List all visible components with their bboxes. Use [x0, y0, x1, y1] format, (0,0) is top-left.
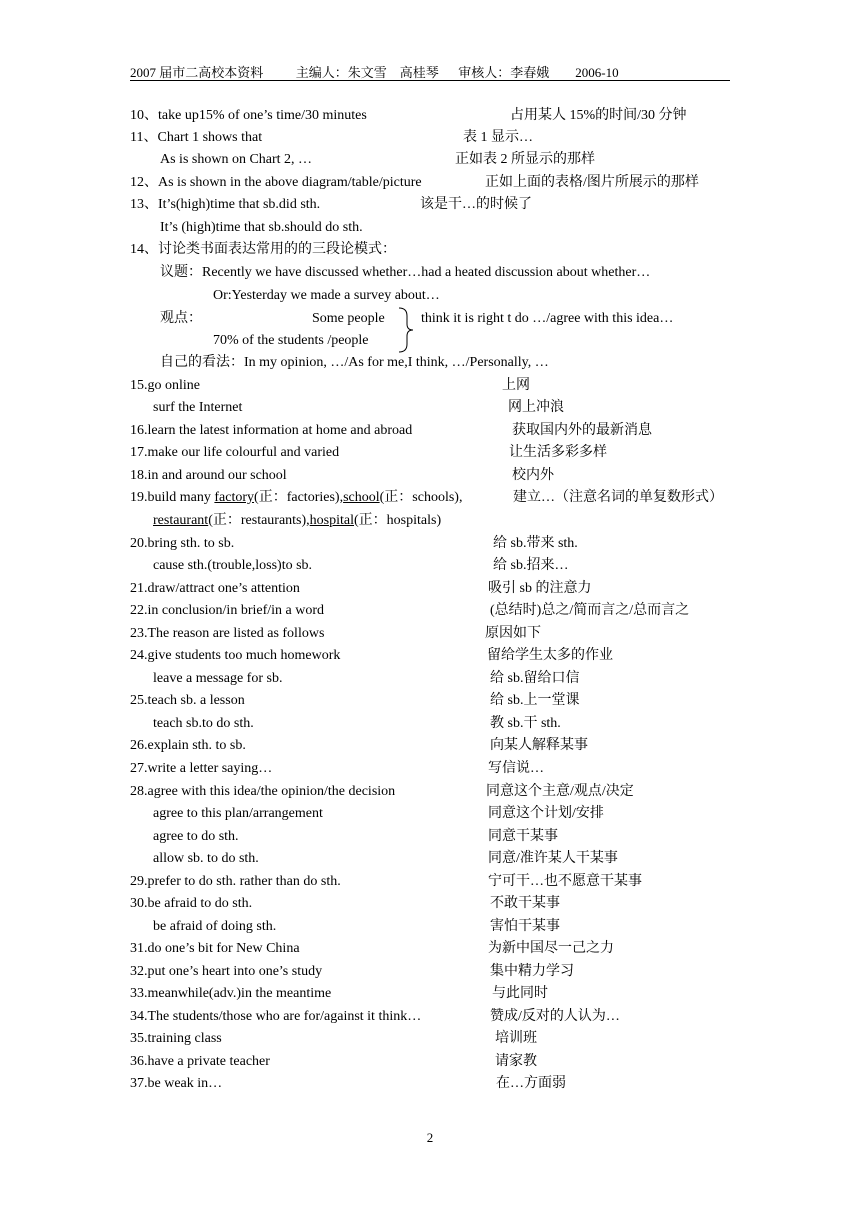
phrase-en [153, 510, 441, 532]
phrase-cn: 该是干…的时候了 [420, 197, 532, 212]
phrase-en: 26.explain sth. to sb. [130, 738, 246, 753]
phrase-cn: 给 sb.招来… [493, 558, 569, 573]
phrase-en: 议题：Recently we have discussed whether…had a heated discussion about whether… [160, 265, 651, 280]
phrase-cn: 获取国内外的最新消息 [512, 423, 652, 438]
underlined-word: hospital [309, 513, 355, 528]
list-item [160, 149, 730, 171]
predicate-text: think it is right t do …/agree with this idea… [421, 311, 674, 326]
phrase-en: 13、It’s(high)time that sb.did sth. [130, 197, 321, 212]
text: (正：factories), [254, 490, 344, 505]
phrase-en: 24.give students too much homework [130, 648, 341, 663]
phrase-en: 31.do one’s bit for New China [130, 941, 300, 956]
list-item [130, 893, 730, 915]
phrase-en: 32.put one’s heart into one’s study [130, 964, 323, 979]
list-item [130, 1073, 730, 1095]
phrase-en: 25.teach sb. a lesson [130, 693, 245, 708]
list-item [130, 645, 730, 667]
header-rule [130, 80, 730, 81]
phrase-cn: 不敢干某事 [490, 896, 560, 911]
phrase-en: agree to this plan/arrangement [153, 806, 323, 821]
phrase-en: 35.training class [130, 1031, 222, 1046]
phrase-cn: 正如上面的表格/图片所展示的那样 [485, 175, 699, 190]
list-item [153, 668, 730, 690]
phrase-cn: 写信说… [488, 761, 544, 776]
phrase-cn: 害怕干某事 [490, 919, 560, 934]
list-item [160, 217, 730, 239]
phrase-cn: 表 1 显示… [463, 130, 533, 145]
phrase-en: 33.meanwhile(adv.)in the meantime [130, 986, 332, 1001]
phrase-en: leave a message for sb. [153, 671, 283, 686]
phrase-cn: 同意这个主意/观点/决定 [486, 784, 634, 799]
phrase-en: agree to do sth. [153, 829, 239, 844]
list-item [153, 713, 730, 735]
phrase-en: 23.The reason are listed as follows [130, 626, 325, 641]
list-item [130, 781, 730, 803]
phrase-cn: 同意干某事 [488, 829, 558, 844]
list-item [130, 938, 730, 960]
phrase-en: 37.be weak in… [130, 1076, 223, 1091]
list-item [153, 916, 730, 938]
phrase-cn: (总结时)总之/简而言之/总而言之 [490, 603, 690, 618]
phrase-cn: 吸引 sb 的注意力 [488, 581, 592, 596]
list-item [130, 465, 730, 487]
phrase-cn: 为新中国尽一己之力 [488, 941, 614, 956]
underlined-word: restaurant [153, 513, 209, 528]
phrase-en: 11、Chart 1 shows that [130, 130, 263, 145]
list-item [153, 826, 730, 848]
list-item [130, 735, 730, 757]
phrase-en: Or:Yesterday we made a survey about… [213, 288, 440, 303]
list-item [153, 510, 730, 532]
phrase-en: 28.agree with this idea/the opinion/the decision [130, 784, 396, 799]
phrase-cn: 给 sb.带来 sth. [493, 536, 578, 551]
phrase-cn: 给 sb.上一堂课 [490, 693, 580, 708]
list-item [130, 1051, 730, 1073]
list-item [153, 555, 730, 577]
phrase-en: 10、take up15% of one’s time/30 minutes [130, 108, 367, 123]
phrase-en: It’s (high)time that sb.should do sth. [160, 220, 363, 235]
phrase-en: 观点： [160, 311, 202, 326]
phrase-cn: 同意/准许某人干某事 [488, 851, 618, 866]
page-number: 2 [426, 1130, 434, 1145]
text: (正：hospitals) [354, 513, 442, 528]
list-item [130, 961, 730, 983]
phrase-cn: 建立…（注意名词的单复数形式） [513, 490, 723, 505]
list-item [130, 871, 730, 893]
phrase-cn: 向某人解释某事 [490, 738, 588, 753]
phrase-en: 21.draw/attract one’s attention [130, 581, 300, 596]
list-item [130, 983, 730, 1005]
list-item [130, 690, 730, 712]
phrase-cn: 请家教 [495, 1054, 537, 1069]
phrase-en: 27.write a letter saying… [130, 761, 273, 776]
phrase-cn: 给 sb.留给口信 [490, 671, 580, 686]
list-item [130, 172, 730, 194]
list-item [130, 239, 730, 261]
phrase-en: 30.be afraid to do sth. [130, 896, 253, 911]
phrase-cn: 与此同时 [492, 986, 548, 1001]
phrase-en: cause sth.(trouble,loss)to sb. [153, 558, 313, 573]
phrase-en: 36.have a private teacher [130, 1054, 270, 1069]
list-item [130, 1006, 730, 1028]
phrase-en [130, 487, 462, 509]
phrase-en: allow sb. to do sth. [153, 851, 259, 866]
subject-text: Some people [312, 311, 385, 326]
running-header: 2007 届市二高校本资料 主编人：朱文雪 高桂琴 审核人：李春娥 2006-10 [130, 65, 619, 80]
phrase-en: 14、讨论类书面表达常用的的三段论模式： [130, 242, 396, 257]
phrase-cn: 在…方面弱 [496, 1076, 566, 1091]
list-item [130, 127, 730, 149]
phrase-cn: 网上冲浪 [508, 400, 564, 415]
phrase-en: 15.go online [130, 378, 200, 393]
phrase-cn: 留给学生太多的作业 [487, 648, 613, 663]
phrase-en: surf the Internet [153, 400, 243, 415]
underlined-word: factory [214, 490, 255, 505]
list-item [130, 442, 730, 464]
phrase-cn: 原因如下 [485, 626, 541, 641]
phrase-en: 20.bring sth. to sb. [130, 536, 235, 551]
text: (正：schools), [379, 490, 463, 505]
text: 19.build many [130, 490, 215, 505]
phrase-cn: 教 sb.干 sth. [490, 716, 561, 731]
list-item [130, 487, 730, 509]
list-item [130, 533, 730, 555]
phrase-cn: 占用某人 15%的时间/30 分钟 [510, 108, 687, 123]
list-item [130, 105, 730, 127]
list-item [153, 803, 730, 825]
list-item [153, 848, 730, 870]
underlined-word: school [343, 490, 380, 505]
phrase-cn: 培训班 [495, 1031, 537, 1046]
phrase-en: 17.make our life colourful and varied [130, 445, 340, 460]
phrase-cn: 同意这个计划/安排 [488, 806, 604, 821]
list-item [213, 285, 730, 307]
phrase-cn: 赞成/反对的人认为… [490, 1009, 620, 1024]
phrase-cn: 让生活多彩多样 [509, 445, 607, 460]
phrase-cn: 校内外 [512, 468, 554, 483]
phrase-en: teach sb.to do sth. [153, 716, 254, 731]
phrase-en: 自己的看法：In my opinion, …/As for me,I think, …/Personally, … [160, 355, 549, 370]
list-item [153, 397, 730, 419]
list-item [213, 330, 730, 352]
phrase-en: 70% of the students /people [213, 333, 369, 348]
phrase-cn: 上网 [502, 378, 530, 393]
phrase-en: be afraid of doing sth. [153, 919, 277, 934]
list-item [160, 308, 730, 330]
list-item [130, 375, 730, 397]
list-item [130, 194, 730, 216]
phrase-en: 22.in conclusion/in brief/in a word [130, 603, 325, 618]
phrase-en: 16.learn the latest information at home and abroad [130, 423, 413, 438]
list-item [130, 1028, 730, 1050]
phrase-en: 12、As is shown in the above diagram/table/picture [130, 175, 422, 190]
phrase-cn: 宁可干…也不愿意干某事 [488, 874, 642, 889]
phrase-cn: 正如表 2 所显示的那样 [455, 152, 595, 167]
text: (正：restaurants), [208, 513, 310, 528]
phrase-en: 34.The students/those who are for/against it think… [130, 1009, 422, 1024]
list-item [130, 600, 730, 622]
phrase-cn: 集中精力学习 [490, 964, 574, 979]
phrase-en: 29.prefer to do sth. rather than do sth. [130, 874, 341, 889]
list-item [130, 578, 730, 600]
list-item [130, 758, 730, 780]
list-item [160, 262, 730, 284]
list-item [160, 352, 730, 374]
list-item [130, 623, 730, 645]
list-item [130, 420, 730, 442]
phrase-en: As is shown on Chart 2, … [160, 152, 313, 167]
phrase-en: 18.in and around our school [130, 468, 287, 483]
